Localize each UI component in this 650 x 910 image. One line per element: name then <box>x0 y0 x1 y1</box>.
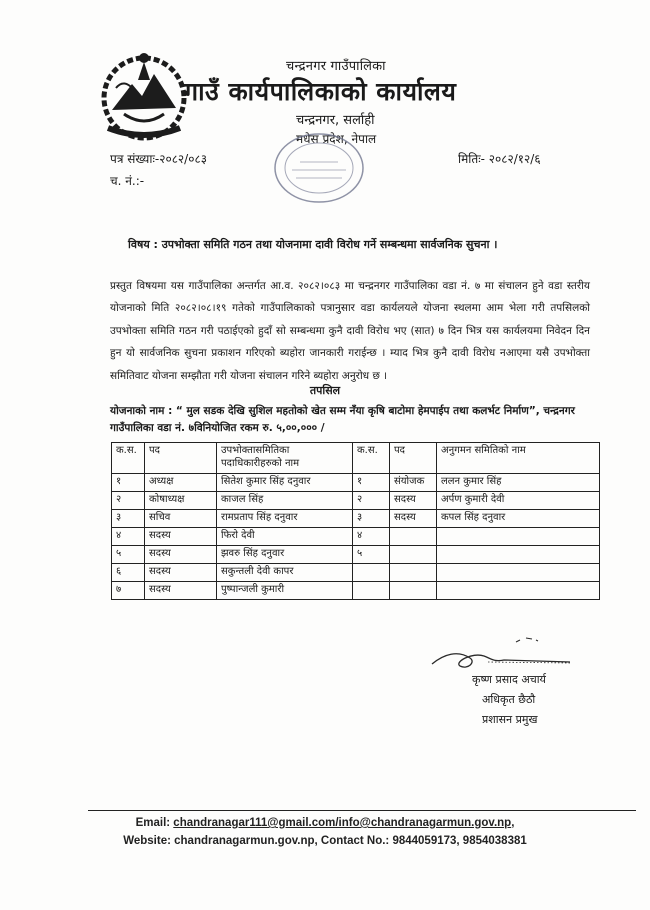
office-subtitle: चन्द्रनगर गाउँपालिका <box>286 59 386 74</box>
contact-label: , Contact No.: <box>314 835 393 847</box>
table-cell <box>353 564 390 582</box>
notice-subject: विषय : उपभोक्ता समिति गठन तथा योजनामा दावी विरोध गर्ने सम्बन्धमा सार्वजनिक सुचना । <box>128 238 498 251</box>
table-cell: ४ <box>112 528 145 546</box>
address-line-2: मधेस प्रदेश, नेपाल <box>296 132 377 146</box>
table-cell: २ <box>112 492 145 510</box>
table-row <box>112 492 600 510</box>
email-label: Email: <box>135 817 174 829</box>
footer-website-line <box>0 835 650 847</box>
table-cell: सदस्य <box>145 546 217 564</box>
table-cell: काजल सिंह <box>217 492 353 510</box>
table-cell: पुष्पान्जली कुमारी <box>217 582 353 600</box>
letter-date: मितिः- २०८२/१२/६ <box>458 152 541 166</box>
table-row <box>112 474 600 492</box>
table-cell: सदस्य <box>145 564 217 582</box>
table-cell: सदस्य <box>390 510 437 528</box>
notice-body: प्रस्तुत विषयमा यस गाउँपालिका अन्तर्गत आ.व. २०८२।०८३ मा चन्द्रनगर गाउँपालिका वडा नं. ७ मा संचालन हुने वडा स्तरीय योजनाको मिति २०८२।०८।१९ गतेको गाउँपालिकाको पत्रानुसार वडा कार्यलयले योजना स्थलमा आम भेला गरी तपसिलको उपभोक्ता समिति गठन गरी पठाईएको हुदाँ सो सम्बन्धमा कुनै दावी विरोध भए (सात) ७ दिन भित्र यस कार्यलयमा निवेदन दिन हुन यो सार्वजनिक सुचना प्रकाशन गरिएको ब्यहोरा जानकारी गराईन्छ । म्याद भित्र कुनै दावी विरोध नआएमा यसै उपभोक्ता समितिवाट योजना सम्झौता गरी योजना संचालन गरिने ब्यहोरा अनुरोध छ । <box>110 280 590 382</box>
table-cell: ५ <box>353 546 390 564</box>
table-cell: सदस्य <box>390 492 437 510</box>
table-cell: १ <box>353 474 390 492</box>
table-cell <box>390 528 437 546</box>
website-link[interactable]: chandranagarmun.gov.np <box>174 835 315 847</box>
table-cell <box>437 528 600 546</box>
table-cell <box>353 582 390 600</box>
table-row <box>112 510 600 528</box>
table-cell: कोषाध्यक्ष <box>145 492 217 510</box>
table-row <box>112 528 600 546</box>
signatory-name: कृष्ण प्रसाद अचार्य <box>472 673 546 686</box>
table-cell: सितेश कुमार सिंह दनुवार <box>217 474 353 492</box>
table-cell: सदस्य <box>145 582 217 600</box>
table-row <box>112 546 600 564</box>
email-trail: , <box>511 817 515 829</box>
footer-email-line <box>0 817 650 829</box>
table-cell <box>437 582 600 600</box>
table-cell: फिरो देवी <box>217 528 353 546</box>
table-cell: ललन कुमार सिंह <box>437 474 600 492</box>
table-cell: कपल सिंह दनुवार <box>437 510 600 528</box>
reference-number: पत्र संख्याः-२०८२/०८३ <box>110 152 207 166</box>
table-cell: ७ <box>112 582 145 600</box>
table-cell: २ <box>353 492 390 510</box>
table-cell <box>390 546 437 564</box>
address-line-1: चन्द्रनगर, सर्लाही <box>296 113 375 128</box>
nepal-emblem-icon <box>94 48 194 143</box>
table-cell: सदस्य <box>145 528 217 546</box>
table-header-row <box>112 443 600 474</box>
column-header: पद <box>390 443 437 474</box>
table-cell <box>390 582 437 600</box>
signature-icon <box>424 632 574 676</box>
table-cell: झवरु सिंह दनुवार <box>217 546 353 564</box>
office-seal-icon <box>270 128 368 206</box>
committee-table <box>111 442 600 600</box>
table-cell: ३ <box>112 510 145 528</box>
column-header: उपभोक्तासमितिका पदाधिकारीहरुको नाम <box>217 443 353 474</box>
office-title: गाउँ कार्यपालिकाको कार्यालय <box>184 77 457 106</box>
table-cell: १ <box>112 474 145 492</box>
signatory-role: प्रशासन प्रमुख <box>482 713 538 726</box>
signatory-title: अधिकृत छैठौ <box>482 693 536 706</box>
column-header: क.स. <box>112 443 145 474</box>
footer-divider <box>88 810 636 811</box>
table-row <box>112 582 600 600</box>
table-cell: ४ <box>353 528 390 546</box>
dispatch-number: च. नं.:- <box>110 174 145 188</box>
table-cell: ३ <box>353 510 390 528</box>
project-description: योजनाको नाम : “ मुल सडक देखि सुशिल महतोको खेत सम्म नँया कृषि बाटोमा हेमपाईप तथा कलर्भट निर्माण”, चन्द्रनगर गाउँपालिका वडा नं. ७विनियोजित रकम रु. ५,००,००० / <box>110 405 575 434</box>
table-cell: सचिव <box>145 510 217 528</box>
column-header: पद <box>145 443 217 474</box>
column-header: अनुगमन समितिको नाम <box>437 443 600 474</box>
table-cell: रामप्रताप सिंह दनुवार <box>217 510 353 528</box>
table-cell: सकुन्तली देवी कापर <box>217 564 353 582</box>
table-cell: संयोजक <box>390 474 437 492</box>
table-cell: अध्यक्ष <box>145 474 217 492</box>
table-cell <box>390 564 437 582</box>
details-heading: तपसिल <box>309 384 341 397</box>
email-link[interactable]: chandranagar111@gmail.com/info@chandranagarmun.gov.np <box>173 817 512 829</box>
table-cell: ५ <box>112 546 145 564</box>
table-cell <box>437 546 600 564</box>
column-header: क.स. <box>353 443 390 474</box>
table-row <box>112 564 600 582</box>
website-label: Website: <box>123 835 175 847</box>
table-cell: अर्पण कुमारी देवी <box>437 492 600 510</box>
table-cell <box>437 564 600 582</box>
table-cell: ६ <box>112 564 145 582</box>
contact-numbers: 9844059173, 9854038381 <box>392 835 527 847</box>
